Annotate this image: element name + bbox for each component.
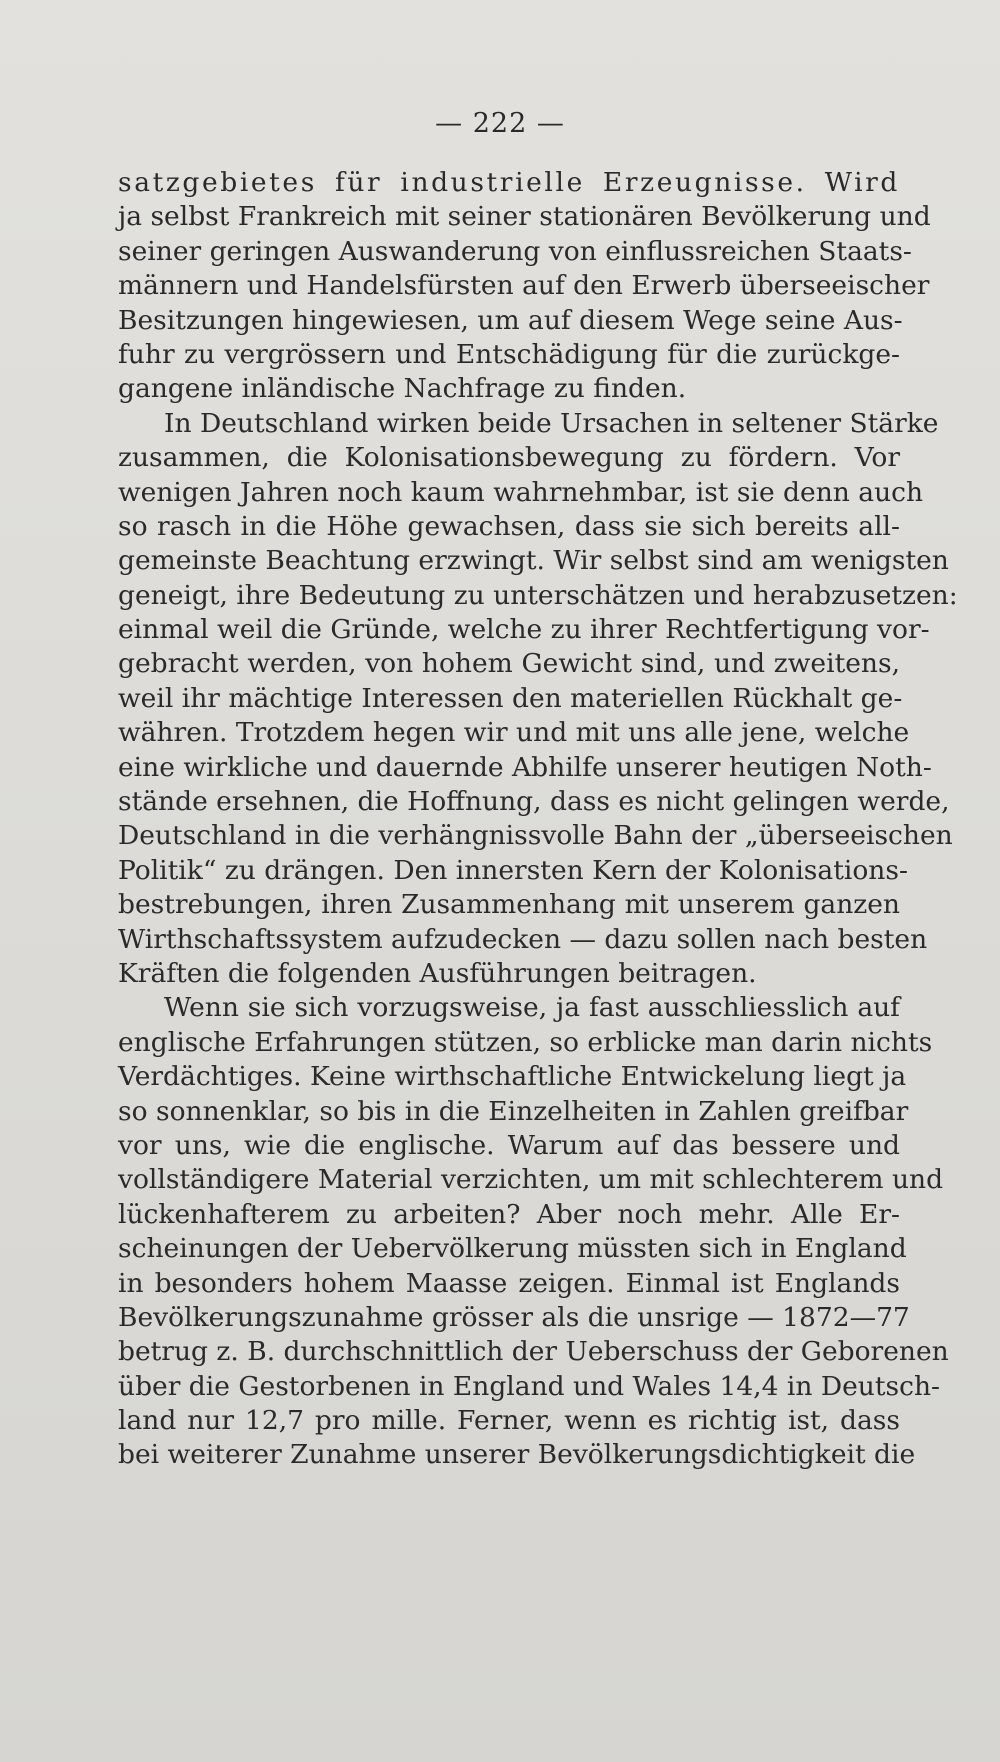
text-line: eine wirkliche und dauernde Abhilfe unserer heutigen Noth-: [118, 751, 932, 783]
text-line: Wirthschaftssystem aufzudecken — dazu sollen nach besten: [118, 923, 928, 955]
text-line: englische Erfahrungen stützen, so erblicke man darin nichts: [118, 1026, 933, 1058]
text-line: geneigt, ihre Bedeutung zu unterschätzen und herabzusetzen:: [118, 579, 958, 611]
text-line: ja selbst Frankreich mit seiner stationären Bevölkerung und: [118, 201, 931, 233]
text-line: weil ihr mächtige Interessen den materiellen Rückhalt ge-: [118, 682, 903, 714]
text-line: stände ersehnen, die Hoffnung, dass es nicht gelingen werde,: [118, 786, 950, 818]
text-line: lückenhafterem zu arbeiten? Aber noch mehr. Alle Er-: [118, 1198, 900, 1230]
text-line: über die Gestorbenen in England und Wales 14,4 in Deutsch-: [118, 1370, 940, 1402]
page-number: — 222 —: [435, 108, 565, 139]
text-line: zusammen, die Kolonisationsbewegung zu fördern. Vor: [118, 442, 900, 474]
text-line: vor uns, wie die englische. Warum auf das bessere und: [118, 1129, 900, 1161]
text-line: gangene inländische Nachfrage zu finden.: [118, 373, 687, 405]
text-line: scheinungen der Uebervölkerung müssten sich in England: [118, 1233, 907, 1265]
text-line: bestrebungen, ihren Zusammenhang mit unserem ganzen: [118, 889, 900, 921]
text-line: so rasch in die Höhe gewachsen, dass sie sich bereits all-: [118, 510, 900, 542]
text-line: Bevölkerungszunahme grösser als die unsrige — 1872—77: [118, 1301, 910, 1333]
text-line: Besitzungen hingewiesen, um auf diesem Wege seine Aus-: [118, 304, 903, 336]
text-line: Kräften die folgenden Ausführungen beitragen.: [118, 957, 757, 989]
text-line: Verdächtiges. Keine wirthschaftliche Entwickelung liegt ja: [118, 1061, 907, 1093]
text-line: einmal weil die Gründe, welche zu ihrer Rechtfertigung vor-: [118, 614, 930, 646]
text-line: Wenn sie sich vorzugsweise, ja fast ausschliesslich auf: [164, 992, 900, 1024]
text-line: in besonders hohem Maasse zeigen. Einmal ist Englands: [118, 1267, 900, 1299]
text-line: satzgebietes für industrielle Erzeugnisse. Wird: [118, 167, 900, 198]
text-line: fuhr zu vergrössern und Entschädigung für die zurückge-: [118, 338, 900, 370]
text-line: gemeinste Beachtung erzwingt. Wir selbst sind am wenigsten: [118, 545, 949, 577]
text-line: bei weiterer Zunahme unserer Bevölkerungsdichtigkeit die: [118, 1439, 916, 1471]
text-line: In Deutschland wirken beide Ursachen in seltener Stärke: [164, 407, 939, 439]
text-line: betrug z. B. durchschnittlich der Ueberschuss der Geborenen: [118, 1336, 949, 1368]
text-line: währen. Trotzdem hegen wir und mit uns alle jene, welche: [118, 717, 910, 749]
text-line: Deutschland in die verhängnissvolle Bahn der „überseeischen: [118, 820, 953, 852]
text-line: seiner geringen Auswanderung von einflussreichen Staats-: [118, 235, 912, 267]
text-line: vollständigere Material verzichten, um mit schlechterem und: [118, 1164, 944, 1196]
text-line: gebracht werden, von hohem Gewicht sind, und zweitens,: [118, 648, 900, 680]
text-line: männern und Handelsfürsten auf den Erwerb überseeischer: [118, 270, 930, 302]
text-line: wenigen Jahren noch kaum wahrnehmbar, ist sie denn auch: [118, 476, 924, 508]
body-text: [118, 166, 958, 1473]
text-line: land nur 12,7 pro mille. Ferner, wenn es richtig ist, dass: [118, 1405, 900, 1437]
text-line: so sonnenklar, so bis in die Einzelheiten in Zahlen greifbar: [118, 1095, 909, 1127]
text-line: Politik“ zu drängen. Den innersten Kern der Kolonisations-: [118, 854, 908, 886]
